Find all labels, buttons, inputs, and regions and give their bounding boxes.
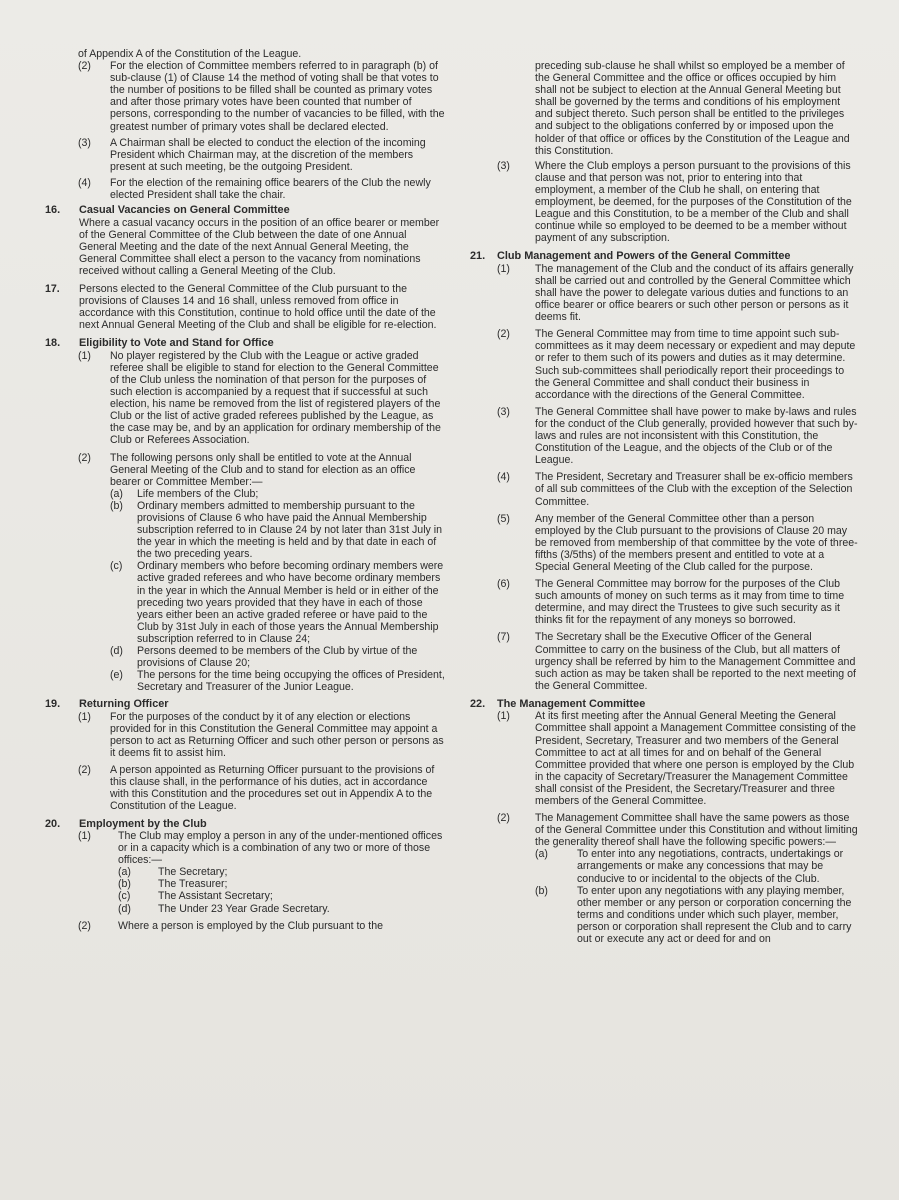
list-item: (b) To enter upon any negotiations with any playing member, other member or any person or corporation concerning the terms and conditions under which such player, member, person or corporation shall represent the Club and to carry out or execute any act or deed for and on — [535, 884, 852, 945]
list-item: (d) The Under 23 Year Grade Secretary. — [118, 902, 330, 915]
left-column — [45, 48, 445, 932]
list-item: (e) The persons for the time being occupying the offices of President, Secretary and Treasurer of the Junior League. — [110, 669, 445, 694]
clause-text: Where a casual vacancy occurs in the position of an office bearer or member of the General Committee of the Club between the date of one Annual General Meeting and the date of the next Annual General Meeting, the General Committee shall elect a person to the vacancy from nominations received without calling a General Meeting of the Club. — [79, 216, 440, 277]
subclause: (1) The Club may employ a person in any of the under-mentioned offices or in a capacity which is a combination of any two or more of those offices:— — [78, 829, 443, 867]
list-item: (d) Persons deemed to be members of the Club by virtue of the provisions of Clause 20; — [110, 645, 418, 670]
clause-text: preceding sub-clause he shall whilst so employed be a member of the General Committee and the office or offices occupied by him shall not be subject to election at the Annual General Meeting but shall be governed by the terms and conditions of his employment and subject thereto. Such person shall be entitled to the privileges and subject to the obligations conferred by or imposed upon the holder of that office or offices by the Constitution of the League and this Constitution. — [535, 60, 850, 157]
section-heading: 16. Casual Vacancies on General Committee — [45, 204, 290, 217]
subclause: (1) At its first meeting after the Annual General Meeting the General Committee shall appoint a Management Committee consisting of the President, Secretary, Treasurer and two members of the General Committee to act at all times for and on behalf of the General Committee provided that where one person is employed by the Club in the capacity of Secretary/Treasurer the Management Committee shall consist of the President, the Secretary/Treasurer and three members of the General Committee. — [497, 710, 856, 807]
clause-text: of Appendix A of the Constitution of the League. — [78, 48, 302, 60]
section-heading: 20. Employment by the Club — [45, 817, 207, 830]
subclause: (2) The Management Committee shall have the same powers as those of the General Committee under this Constitution and without limiting the generality thereof shall have the following specific powers:— — [497, 812, 858, 849]
list-item: (c) The Assistant Secretary; — [118, 890, 273, 903]
subclause: (2) The following persons only shall be entitled to vote at the Annual General Meeting of the Club and to stand for election as an office bearer or Committee Member:— — [78, 451, 416, 488]
subclause: (1) No player registered by the Club with the League or active graded referee shall be eligible to stand for election to the General Committee of the Club unless the nomination of that person for the purposes of such election is accompanied by a request that if successful at such election, his name be removed from the list of registered players of the Club or the list of active graded referees published by the League, as the case may be, and by an application for ordinary membership of the Club or Referees Association. — [78, 349, 441, 447]
list-item: (a) Life members of the Club; — [110, 487, 259, 500]
list-item: (c) Ordinary members who before becoming ordinary members were active graded referees and who have become ordinary members in the year in which the Annual Member is held or in either of the preceding two years provided that they have in each of those years either been an active graded referee or have paid to the Club by 31st July in each of those years the Annual Membership subscription referred to in Clause 24; — [110, 560, 444, 645]
list-item: (a) The Secretary; — [118, 866, 228, 879]
subclause: (3) The General Committee shall have power to make by-laws and rules for the conduct of the Club generally, provided however that such by-laws and rules are not inconsistent with this Constitution, the Constitution of the League, and the objects of the Club or of the League. — [497, 405, 858, 467]
subclause: (2) The General Committee may from time to time appoint such sub-committees as it may deem necessary or expedient and may depute or refer to them such of its powers and duties as it may determine. Such sub-committees shall periodically report their proceedings to the General Committee and shall conduct their business in accordance with the directions of the General Committee. — [497, 328, 856, 401]
section-heading: 21. Club Management and Powers of the General Committee — [470, 250, 791, 263]
section-paragraph: 17. Persons elected to the General Committee of the Club pursuant to the provisions of Clauses 14 and 16 shall, unless removed from office in accordance with this Constitution, continue to hold office until the date of the next Annual General Meeting of the Club and shall be eligible for re-election. — [45, 283, 437, 332]
subclause: (4) The President, Secretary and Treasurer shall be ex-officio members of all sub committees of the Club with the exception of the Selection Committee. — [497, 471, 853, 508]
section-heading: 22. The Management Committee — [470, 697, 646, 710]
subclause: (3) A Chairman shall be elected to conduct the election of the incoming President which Chairman may, at the discretion of the members present at such meeting, be the outgoing President. — [78, 136, 426, 173]
subclause: (2) Where a person is employed by the Club pursuant to the — [78, 919, 383, 932]
subclause: (2) For the election of Committee members referred to in paragraph (b) of sub-clause (1) of Clause 14 the method of voting shall be that votes to the number of positions to be filled shall be counted as primary votes and after those primary votes have been counted that number of persons, corresponding to the number of vacancies to be filled, with the greatest number of primary votes shall be declared elected. — [78, 60, 445, 133]
right-column — [470, 60, 860, 945]
subclause: (1) The management of the Club and the conduct of its affairs generally shall be carried out and controlled by the General Committee which shall have the power to delegate various duties and functions to an office bearer or office bearers or such other person or persons as it deems fit. — [497, 262, 854, 324]
subclause: (4) For the election of the remaining office bearers of the Club the newly elected President shall take the chair. — [78, 176, 431, 202]
subclause: (6) The General Committee may borrow for the purposes of the Club such amounts of money on such terms as it may from time to time determine, and may direct the Trustees to give such security as it thinks fit for the repayment of any moneys so borrowed. — [497, 578, 845, 627]
subclause: (1) For the purposes of the conduct by it of any election or elections provided for in this Constitution the General Committee may appoint a person to act as Returning Officer and such other person or persons as it deems fit to assist him. — [78, 710, 444, 760]
subclause: (3) Where the Club employs a person pursuant to the provisions of this clause and that person was not, prior to entering into that employment, a member of the Club he shall, on entering that employment, be deemed, for the purposes of the Constitution of the League and this Constitution, to be a member of the Club and shall continue while so employed to be deemed to be a member without payment of any subscription. — [497, 159, 852, 245]
list-item: (b) Ordinary members admitted to membership pursuant to the provisions of Clause 6 who have paid the Annual Membership subscription referred to in Clause 24 by not later than 31st July in the year in which the meeting is held and by that date in each of the two preceding years. — [110, 499, 443, 561]
list-item: (b) The Treasurer; — [118, 878, 228, 891]
list-item: (a) To enter into any negotiations, contracts, undertakings or arrangements or make any concessions that may be conducive to or incidental to the objects of the Club. — [535, 848, 844, 885]
subclause: (7) The Secretary shall be the Executive Officer of the General Committee to carry on the business of the Club, but all matters of urgency shall be referred by him to the Management Committee and such action as may be taken shall be reported to the next meeting of the General Committee. — [497, 631, 856, 692]
subclause: (5) Any member of the General Committee other than a person employed by the Club pursuant to the provisions of Clause 20 may be removed from membership of that committee by the vote of three-fifths (3/5ths) of the members present and entitled to vote at a Special General Meeting of the Club called for the purpose. — [497, 512, 858, 573]
section-heading: 19. Returning Officer — [45, 698, 169, 711]
section-heading: 18. Eligibility to Vote and Stand for Office — [45, 337, 274, 350]
subclause: (2) A person appointed as Returning Officer pursuant to the provisions of this clause shall, in the performance of his duties, act in accordance with this Constitution and the procedures set out in Appendix A to the Constitution of the League. — [78, 764, 435, 813]
